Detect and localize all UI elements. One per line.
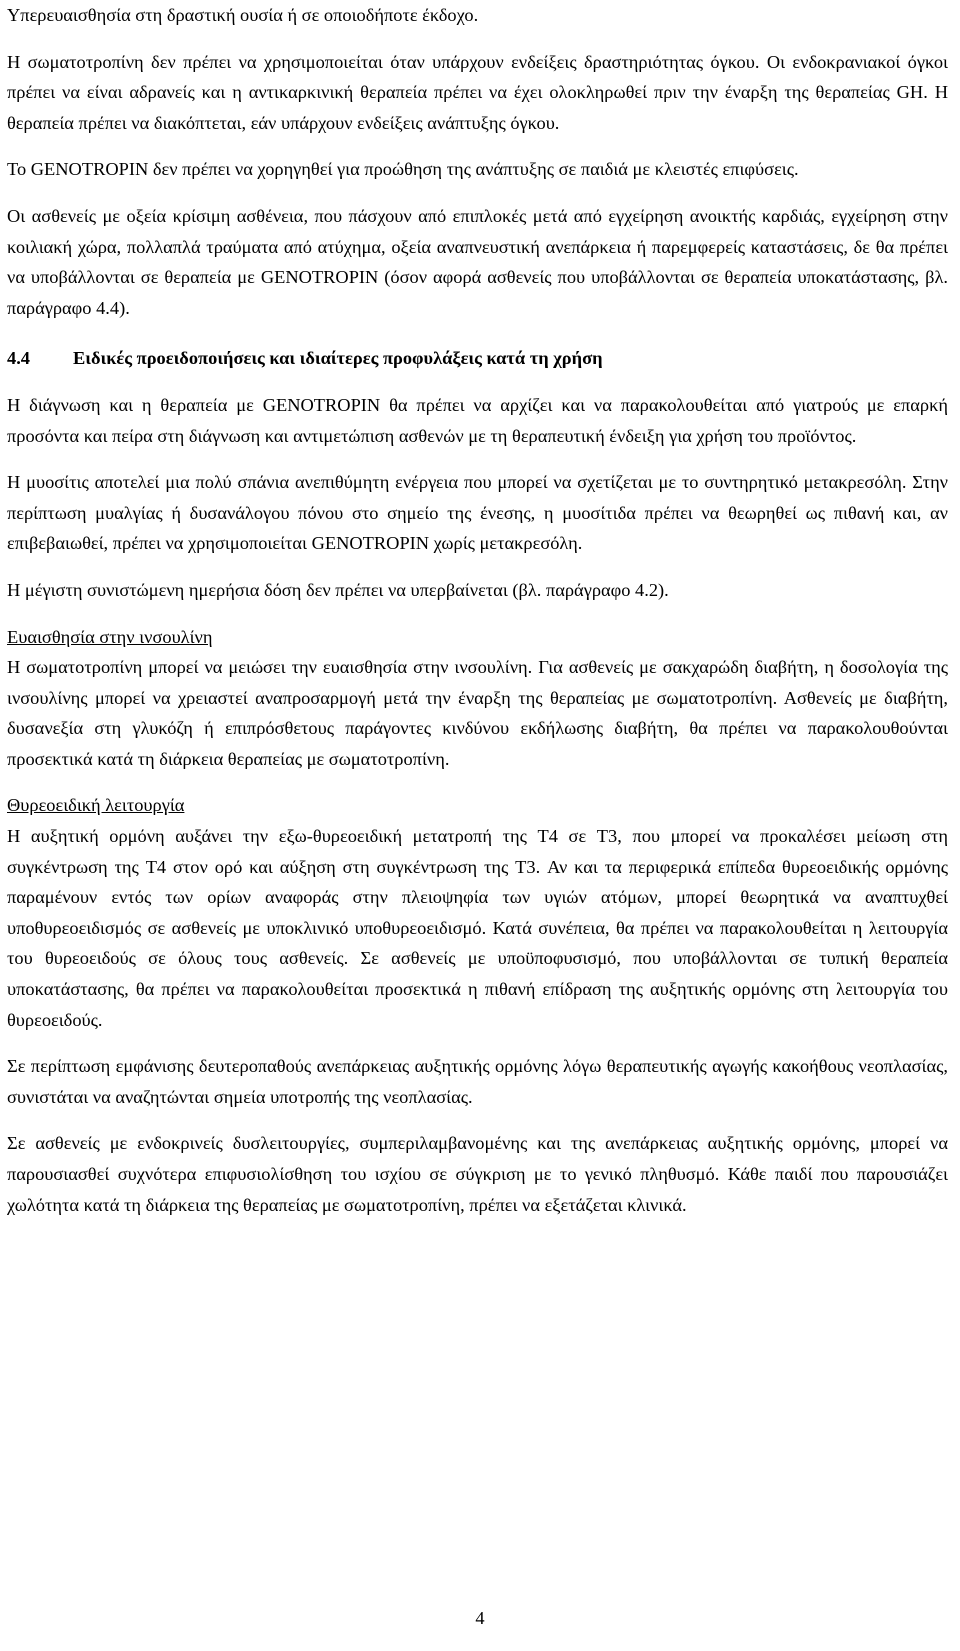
subheading-thyroid-function: Θυρεοειδική λειτουργία (7, 795, 185, 816)
paragraph-endocrine-disorders: Σε ασθενείς με ενδοκρινείς δυσλειτουργίες, συμπεριλαμβανομένης και της ανεπάρκειας αυξητικής ορμόνης, μπορεί να παρουσιασθεί συχνότερα επιφυσιολίσθηση του ισχίου σε σύγκριση με το γενικό πληθυσμό. Κάθε παιδί που παρουσιάζει χωλότητα κατά τη διάρκεια της θεραπείας με σωματοτροπίνη, πρέπει να εξετάζεται κλινικά. (7, 1133, 948, 1215)
paragraph-diagnosis: Η διάγνωση και η θεραπεία με GENOTROPIN θα πρέπει να αρχίζει και να παρακολουθείται από γιατρούς με επαρκή προσόντα και πείρα στη διάγνωση και αντιμετώπιση ασθενών με τη θεραπευτική ένδειξη για χρήση του προϊόντος. (7, 394, 948, 446)
paragraph-closed-epiphyses: Το GENOTROPIN δεν πρέπει να χορηγηθεί για προώθηση της ανάπτυξης σε παιδιά με κλειστές επιφύσεις. (7, 159, 799, 180)
paragraph-critical-illness: Οι ασθενείς με οξεία κρίσιμη ασθένεια, που πάσχουν από επιπλοκές μετά από εγχείρηση ανοικτής καρδιάς, εγχείρηση στην κοιλιακή χώρα, πολλαπλά τραύματα από ατύχημα, οξεία αναπνευστική ανεπάρκεια ή παρεμφερείς καταστάσεις, δε θα πρέπει να υποβάλλονται σε θεραπεία με GENOTROPIN (όσον αφορά ασθενείς που υποβάλλονται σε θεραπεία υποκατάστασης, βλ. παράγραφο 4.4). (7, 205, 948, 318)
page-number: 4 (475, 1608, 485, 1628)
paragraph-thyroid-function: Η αυξητική ορμόνη αυξάνει την εξω-θυρεοειδική μετατροπή της T4 σε T3, που μπορεί να προκαλέσει μείωση στη συγκέντρωση της T4 στον ορό και αύξηση στη συγκέντρωση της T3. Αν και τα περιφερικά επίπεδα θυρεοειδικής ορμόνης παραμένουν εντός των ορίων αναφοράς στην πλειοψηφία των υγιών ατόμων, μπορεί θεωρητικά να αναπτυχθεί υποθυρεοειδισμός σε ασθενείς με υποκλινικό υποθυρεοειδισμό. Κατά συνέπεια, θα πρέπει να παρακολουθείται η λειτουργία του θυρεοειδούς σε όλους τους ασθενείς. Σε ασθενείς με υποϋποφυσισμό, που υποβάλλονται σε τυπική θεραπεία υποκατάστασης, θα πρέπει να παρακολουθείται προσεκτικά η πιθανή επίδραση της αυξητικής ορμόνης στη λειτουργία του θυρεοειδούς. (7, 826, 948, 1030)
section-number: 4.4 (7, 348, 30, 369)
document-page (7, 0, 948, 1220)
subheading-insulin-sensitivity: Ευαισθησία στην ινσουλίνη (7, 626, 213, 647)
paragraph-myositis: Η μυοσίτις αποτελεί μια πολύ σπάνια ανεπιθύμητη ενέργεια που μπορεί να σχετίζεται με το συντηρητικό μετακρεσόλη. Στην περίπτωση μυαλγίας ή δυσανάλογου πόνου στο σημείο της ένεσης, η μυοσίτιδα πρέπει να θεωρηθεί ως πιθανή και, αν επιβεβαιωθεί, πρέπει να χρησιμοποιείται GENOTROPIN χωρίς μετακρεσόλη. (7, 472, 948, 554)
paragraph-max-dose: Η μέγιστη συνιστώμενη ημερήσια δόση δεν πρέπει να υπερβαίνεται (βλ. παράγραφο 4.2). (7, 579, 669, 600)
paragraph-insulin-sensitivity: Η σωματοτροπίνη μπορεί να μειώσει την ευαισθησία στην ινσουλίνη. Για ασθενείς με σακχαρώδη διαβήτη, η δοσολογία της ινσουλίνης μπορεί να χρειαστεί αναπροσαρμογή μετά την έναρξη της θεραπείας με σωματοτροπίνη. Ασθενείς με διαβήτη, δυσανεξία στη γλυκόζη ή επιπρόσθετους παράγοντες κινδύνου εκδήλωσης διαβήτη, θα πρέπει να παρακολουθούνται προσεκτικά κατά τη διάρκεια θεραπείας με σωματοτροπίνη. (7, 657, 948, 769)
paragraph-tumor-activity: Η σωματοτροπίνη δεν πρέπει να χρησιμοποιείται όταν υπάρχουν ενδείξεις δραστηριότητας όγκου. Οι ενδοκρανιακοί όγκοι πρέπει να είναι αδρανείς και η αντικαρκινική θεραπεία πρέπει να έχει ολοκληρωθεί πριν την έναρξη της θεραπείας GH. Η θεραπεία πρέπει να διακόπτεται, εάν υπάρχουν ενδείξεις ανάπτυξης όγκου. (7, 51, 948, 133)
section-heading (7, 343, 948, 374)
paragraph-secondary-gh-deficiency: Σε περίπτωση εμφάνισης δευτεροπαθούς ανεπάρκειας αυξητικής ορμόνης λόγω θεραπευτικής αγωγής κακοήθους νεοπλασίας, συνιστάται να αναζητώνται σημεία υποτροπής της νεοπλασίας. (7, 1056, 948, 1107)
paragraph-hypersensitivity: Υπερευαισθησία στη δραστική ουσία ή σε οποιοδήποτε έκδοχο. (7, 5, 479, 25)
section-title: Ειδικές προειδοποιήσεις και ιδιαίτερες προφυλάξεις κατά τη χρήση (73, 348, 603, 369)
